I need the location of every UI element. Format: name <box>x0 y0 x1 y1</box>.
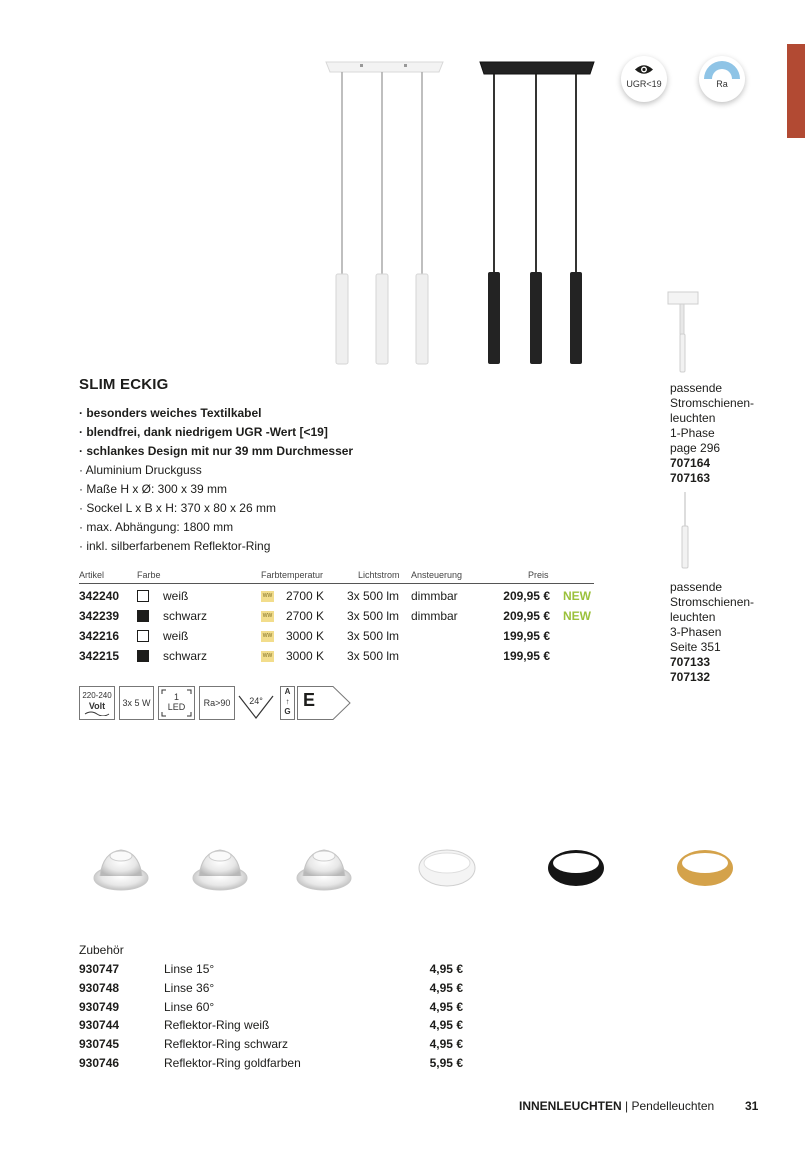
rail-line: Stromschienen- <box>670 396 755 410</box>
white-pendant-image <box>322 58 447 368</box>
accessory-row <box>79 981 469 1000</box>
color-swatch <box>137 630 149 642</box>
feature-item: · schlankes Design mit nur 39 mm Durchmesser <box>79 444 354 458</box>
accessory-row <box>79 1018 469 1037</box>
one-phase-track-light-image <box>666 290 702 376</box>
accessory-sku: 930748 <box>79 980 120 995</box>
ugr-badge <box>621 56 667 102</box>
energy-scale-icon <box>280 686 295 720</box>
row-control: dimmbar <box>411 609 458 623</box>
row-flux: 3x 500 lm <box>347 649 400 663</box>
accessory-sku: 930746 <box>79 1056 120 1070</box>
new-badge: NEW <box>563 609 591 623</box>
feature-item: · blendfrei, dank niedrigem UGR -Wert [<19] <box>79 425 328 439</box>
color-swatch <box>137 650 149 662</box>
ra-spec-value: Ra>90 <box>203 698 231 708</box>
accessory-name: Linse 15° <box>164 962 215 976</box>
lens-60-image <box>291 842 357 894</box>
rail-line: passende <box>670 381 723 395</box>
energy-class-value: E <box>303 690 316 710</box>
accessory-row <box>79 1056 469 1075</box>
header-farbtemperatur: Farbtemperatur <box>261 570 324 580</box>
accessory-name: Reflektor-Ring weiß <box>164 1018 270 1033</box>
row-temp: 2700 K <box>286 589 325 603</box>
accessory-sku: 930745 <box>79 1037 120 1052</box>
accessory-row <box>79 1037 469 1056</box>
row-sku: 342240 <box>79 589 120 603</box>
accessory-price: 4,95 € <box>429 1018 463 1033</box>
accessory-price: 5,95 € <box>429 1056 463 1070</box>
row-control: dimmbar <box>411 589 458 603</box>
accessory-price: 4,95 € <box>429 980 463 995</box>
table-row <box>79 587 594 607</box>
rail-code: 707163 <box>670 471 711 485</box>
row-color: weiß <box>163 589 189 603</box>
footer-section: INNENLEUCHTEN <box>519 1099 622 1113</box>
row-price: 209,95 € <box>503 609 550 623</box>
rail-line: Stromschienen- <box>670 595 755 609</box>
row-temp: 3000 K <box>286 649 325 663</box>
feature-list <box>79 404 353 556</box>
accessory-row <box>79 962 469 981</box>
table-body <box>79 584 594 667</box>
feature-item: · Aluminium Druckguss <box>79 463 202 477</box>
product-title: SLIM ECKIG <box>79 376 169 393</box>
one-phase-rail-info <box>670 381 754 486</box>
ra-spec-icon <box>199 686 235 720</box>
accessories-heading: Zubehör <box>79 943 124 957</box>
row-flux: 3x 500 lm <box>347 589 400 603</box>
rail-line: page 296 <box>670 441 721 455</box>
three-phase-track-light-image <box>677 490 693 572</box>
chapter-tab <box>787 44 805 138</box>
energy-scale-top: A <box>284 687 291 696</box>
footer-separator: | <box>621 1099 632 1113</box>
three-phase-rail-info <box>670 580 754 685</box>
voltage-icon <box>79 686 115 720</box>
rail-code: 707132 <box>670 670 711 684</box>
table-row <box>79 607 594 627</box>
rail-line: 1-Phase <box>670 426 715 440</box>
warm-white-icon: WW <box>261 611 274 622</box>
feature-item: · max. Abhängung: 1800 mm <box>79 520 234 534</box>
color-swatch <box>137 590 149 602</box>
warm-white-icon: WW <box>261 591 274 602</box>
eye-icon <box>634 63 654 76</box>
color-swatch <box>137 610 149 622</box>
accessory-price: 4,95 € <box>429 1037 463 1052</box>
lens-36-image <box>187 842 253 894</box>
accessory-row <box>79 1000 469 1019</box>
table-row <box>79 627 594 647</box>
accessory-name: Linse 60° <box>164 999 215 1014</box>
row-color: schwarz <box>163 609 208 623</box>
feature-item: · Sockel L x B x H: 370 x 80 x 26 mm <box>79 501 276 515</box>
footer-subsection: Pendelleuchten <box>631 1099 715 1113</box>
page-footer <box>519 1099 714 1113</box>
led-corners-icon <box>160 688 193 718</box>
lens-15-image <box>88 842 154 894</box>
accessory-price: 4,95 € <box>429 999 463 1014</box>
energy-scale-bottom: G <box>284 707 291 716</box>
row-color: weiß <box>163 629 189 643</box>
header-lichtstrom: Lichtstrom <box>358 570 400 580</box>
accessory-sku: 930747 <box>79 962 120 976</box>
row-sku: 342215 <box>79 649 120 663</box>
ugr-badge-label: UGR<19 <box>626 79 662 89</box>
sine-wave-icon <box>84 711 110 716</box>
accessory-sku: 930749 <box>79 999 120 1014</box>
rail-code: 707164 <box>670 456 711 470</box>
accessory-name: Reflektor-Ring goldfarben <box>164 1056 301 1070</box>
page-number: 31 <box>745 1099 759 1113</box>
row-sku: 342239 <box>79 609 120 623</box>
voltage-range: 220-240 <box>82 691 112 700</box>
beam-angle-value: 24° <box>249 696 263 706</box>
reflector-ring-white-image <box>415 846 479 890</box>
feature-item: · Maße H x Ø: 300 x 39 mm <box>79 482 228 496</box>
table-row <box>79 647 594 667</box>
product-table <box>79 570 594 667</box>
row-price: 199,95 € <box>503 649 550 663</box>
rail-line: leuchten <box>670 610 716 624</box>
feature-item: · besonders weiches Textilkabel <box>79 406 262 420</box>
row-color: schwarz <box>163 649 208 663</box>
rail-line: Seite 351 <box>670 640 721 654</box>
accessory-price: 4,95 € <box>429 962 463 976</box>
header-ansteuerung: Ansteuerung <box>411 570 463 580</box>
accessory-sku: 930744 <box>79 1018 120 1033</box>
voltage-unit: Volt <box>88 701 106 711</box>
new-badge: NEW <box>563 589 591 603</box>
energy-scale-arrow: ↑ <box>285 697 290 706</box>
row-temp: 3000 K <box>286 629 325 643</box>
power-icon <box>119 686 154 720</box>
row-price: 199,95 € <box>503 629 550 643</box>
table-header <box>79 570 594 584</box>
header-farbe: Farbe <box>137 570 161 580</box>
header-artikel: Artikel <box>79 570 105 580</box>
feature-item: · inkl. silberfarbenem Reflektor-Ring <box>79 539 271 553</box>
power-value: 3x 5 W <box>122 698 151 708</box>
rail-line: passende <box>670 580 723 594</box>
led-icon <box>158 686 195 720</box>
rail-code: 707133 <box>670 655 711 669</box>
row-flux: 3x 500 lm <box>347 629 400 643</box>
warm-white-icon: WW <box>261 631 274 642</box>
color-arc-icon <box>702 59 742 79</box>
accessory-name: Linse 36° <box>164 980 215 995</box>
beam-angle-icon <box>238 686 274 720</box>
row-sku: 342216 <box>79 629 120 643</box>
led-label: LED <box>167 702 186 712</box>
reflector-ring-black-image <box>544 846 608 890</box>
ra-badge <box>699 56 745 102</box>
accessory-name: Reflektor-Ring schwarz <box>164 1037 289 1052</box>
row-temp: 2700 K <box>286 609 325 623</box>
ra-badge-label: Ra <box>716 79 728 89</box>
led-count: 1 <box>173 692 179 702</box>
row-flux: 3x 500 lm <box>347 609 400 623</box>
row-price: 209,95 € <box>503 589 550 603</box>
rail-line: 3-Phasen <box>670 625 722 639</box>
reflector-ring-gold-image <box>673 846 737 890</box>
rail-line: leuchten <box>670 411 716 425</box>
warm-white-icon: WW <box>261 651 274 662</box>
black-pendant-image <box>476 58 598 368</box>
header-preis: Preis <box>528 570 549 580</box>
